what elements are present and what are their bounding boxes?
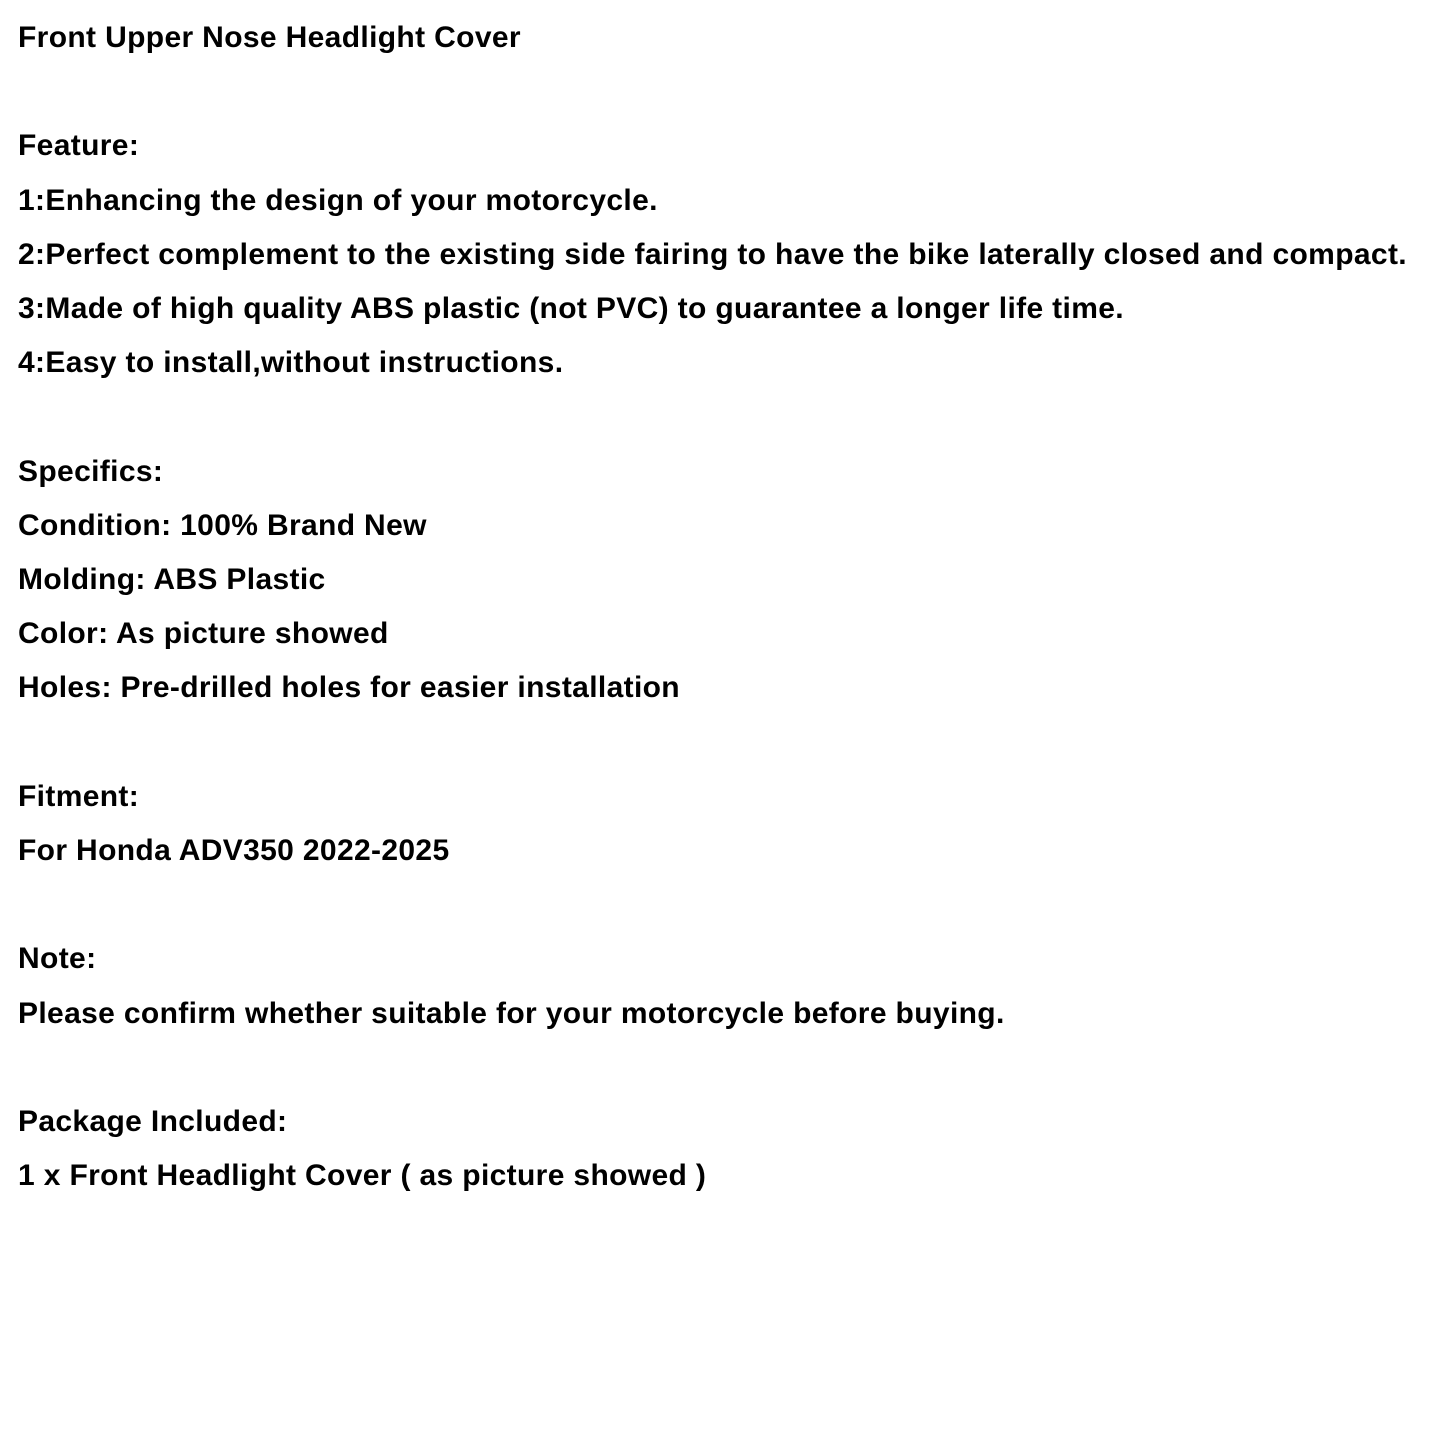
specifics-heading: Specifics:	[18, 454, 164, 488]
spacer	[18, 878, 1428, 932]
feature-item-3: 3:Made of high quality ABS plastic (not PVC) to guarantee a longer life time.	[18, 292, 1124, 325]
spec-color: Color: As picture showed	[18, 617, 389, 651]
spacer	[18, 716, 1428, 770]
note-heading: Note:	[18, 942, 97, 976]
package-heading: Package Included:	[18, 1104, 288, 1138]
package-text: 1 x Front Headlight Cover ( as picture showed )	[18, 1159, 707, 1193]
feature-item-1: 1:Enhancing the design of your motorcycle.	[18, 183, 658, 217]
product-description	[18, 11, 1428, 1203]
spec-holes: Holes: Pre-drilled holes for easier installation	[18, 671, 680, 705]
fitment-heading: Fitment:	[18, 779, 140, 813]
feature-item-2: 2:Perfect complement to the existing side fairing to have the bike laterally closed and compact.	[18, 237, 1407, 271]
spec-molding: Molding: ABS Plastic	[18, 563, 326, 596]
feature-heading: Feature:	[18, 129, 140, 163]
fitment-text: For Honda ADV350 2022-2025	[18, 834, 450, 867]
feature-item-4: 4:Easy to install,without instructions.	[18, 346, 564, 380]
spacer	[18, 390, 1428, 444]
spacer	[18, 65, 1428, 119]
product-title: Front Upper Nose Headlight Cover	[18, 21, 521, 54]
note-text: Please confirm whether suitable for your motorcycle before buying.	[18, 996, 1005, 1030]
spacer	[18, 1041, 1428, 1095]
spec-condition: Condition: 100% Brand New	[18, 508, 427, 542]
